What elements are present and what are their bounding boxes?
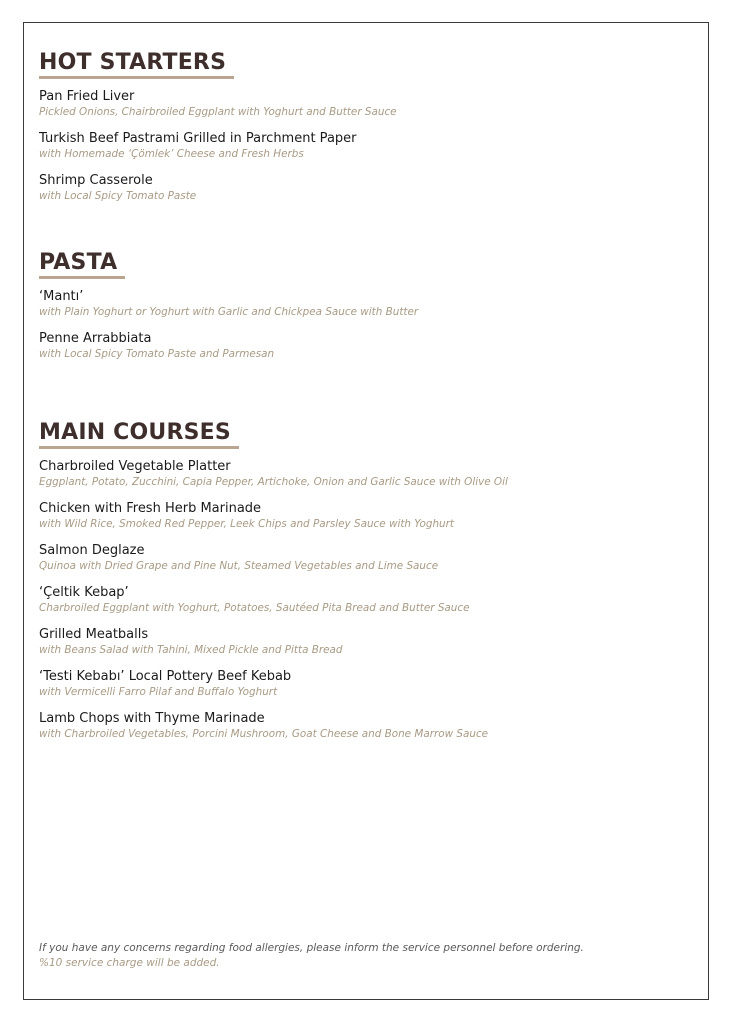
menu-item — [39, 669, 508, 699]
menu-item — [39, 331, 418, 361]
menu-item — [39, 131, 397, 161]
menu-item — [39, 289, 418, 319]
menu-item — [39, 89, 397, 119]
item-name: ‘Mantı’ — [39, 289, 84, 304]
item-description: with Local Spicy Tomato Paste — [39, 190, 197, 202]
item-name: Penne Arrabbiata — [39, 331, 152, 346]
item-name: Pan Fried Liver — [39, 89, 135, 104]
item-description: with Local Spicy Tomato Paste and Parmesan — [39, 348, 275, 360]
item-name: Lamb Chops with Thyme Marinade — [39, 711, 265, 726]
menu-item — [39, 459, 508, 489]
section-title: MAIN COURSES — [39, 419, 239, 447]
item-description: with Charbroiled Vegetables, Porcini Mushroom, Goat Cheese and Bone Marrow Sauce — [39, 728, 489, 740]
item-name: Charbroiled Vegetable Platter — [39, 459, 231, 474]
service-charge-note: %10 service charge will be added. — [39, 957, 220, 969]
item-name: ‘Testi Kebabı’ Local Pottery Beef Kebab — [39, 669, 292, 684]
item-description: Eggplant, Potato, Zucchini, Capia Pepper, Artichoke, Onion and Garlic Sauce with Olive Oil — [39, 476, 508, 488]
section-hot-starters — [39, 49, 397, 215]
item-description: with Homemade ‘Çömlek’ Cheese and Fresh Herbs — [39, 148, 304, 160]
menu-item — [39, 585, 508, 615]
footer-notes — [39, 941, 584, 971]
item-name: Chicken with Fresh Herb Marinade — [39, 501, 262, 516]
menu-item — [39, 627, 508, 657]
item-name: Grilled Meatballs — [39, 627, 149, 642]
item-description: Quinoa with Dried Grape and Pine Nut, Steamed Vegetables and Lime Sauce — [39, 560, 439, 572]
menu-item — [39, 173, 397, 203]
allergy-note: If you have any concerns regarding food allergies, please inform the service personnel before ordering. — [39, 942, 584, 954]
menu-item — [39, 543, 508, 573]
item-name: ‘Çeltik Kebap’ — [39, 585, 129, 600]
section-title: PASTA — [39, 249, 125, 277]
item-description: Pickled Onions, Chairbroiled Eggplant with Yoghurt and Butter Sauce — [39, 106, 397, 118]
item-description: with Beans Salad with Tahini, Mixed Pickle and Pitta Bread — [39, 644, 343, 656]
section-main-courses — [39, 419, 508, 753]
section-title: HOT STARTERS — [39, 49, 234, 77]
item-description: with Wild Rice, Smoked Red Pepper, Leek Chips and Parsley Sauce with Yoghurt — [39, 518, 454, 530]
item-name: Salmon Deglaze — [39, 543, 145, 558]
item-description: Charbroiled Eggplant with Yoghurt, Potatoes, Sautéed Pita Bread and Butter Sauce — [39, 602, 470, 614]
section-pasta — [39, 249, 418, 373]
item-description: with Plain Yoghurt or Yoghurt with Garlic and Chickpea Sauce with Butter — [39, 306, 419, 318]
item-name: Shrimp Casserole — [39, 173, 153, 188]
item-description: with Vermicelli Farro Pilaf and Buffalo Yoghurt — [39, 686, 278, 698]
menu-item — [39, 501, 508, 531]
item-name: Turkish Beef Pastrami Grilled in Parchment Paper — [39, 131, 357, 146]
menu-item — [39, 711, 508, 741]
